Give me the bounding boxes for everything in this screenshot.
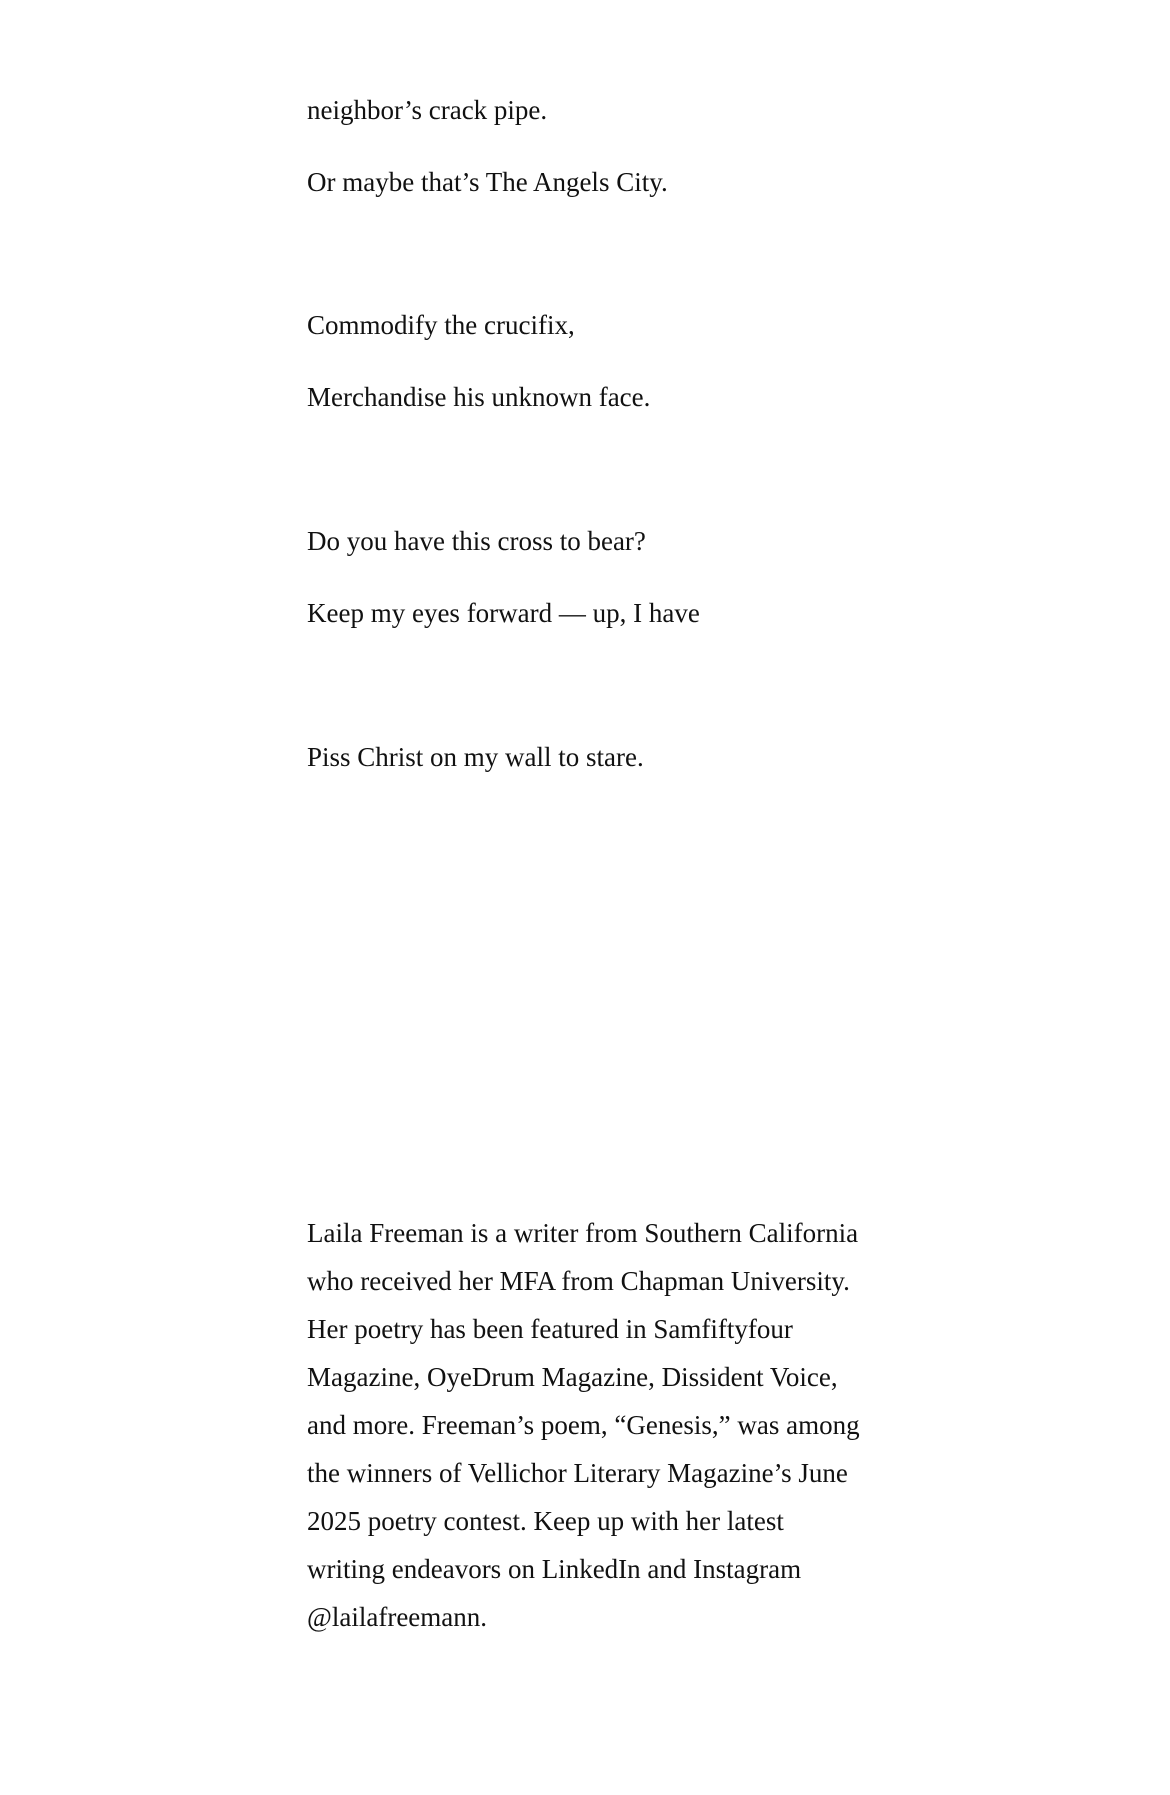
poem-line: Keep my eyes forward — up, I have: [307, 598, 700, 628]
poem-line: Commodify the crucifix,: [307, 310, 575, 340]
bio-line: Magazine, OyeDrum Magazine, Dissident Voice,: [307, 1362, 838, 1392]
poem-line: Do you have this cross to bear?: [307, 526, 646, 556]
bio-line: writing endeavors on LinkedIn and Instagram: [307, 1554, 802, 1584]
bio-line: who received her MFA from Chapman University.: [307, 1266, 850, 1296]
poem-line: Piss Christ on my wall to stare.: [307, 742, 644, 772]
bio-line: and more. Freeman’s poem, “Genesis,” was among: [307, 1410, 860, 1440]
bio-line: 2025 poetry contest. Keep up with her latest: [307, 1506, 784, 1536]
author-bio: [307, 1209, 860, 1641]
bio-line: the winners of Vellichor Literary Magazine’s June: [307, 1458, 848, 1488]
poem-line: Merchandise his unknown face.: [307, 382, 651, 412]
bio-line: Laila Freeman is a writer from Southern California: [307, 1218, 859, 1248]
bio-line: @lailafreemann.: [307, 1602, 488, 1632]
bio-line: Her poetry has been featured in Samfiftyfour: [307, 1314, 793, 1344]
poem-line: Or maybe that’s The Angels City.: [307, 167, 668, 197]
poem-line: neighbor’s crack pipe.: [307, 95, 548, 125]
